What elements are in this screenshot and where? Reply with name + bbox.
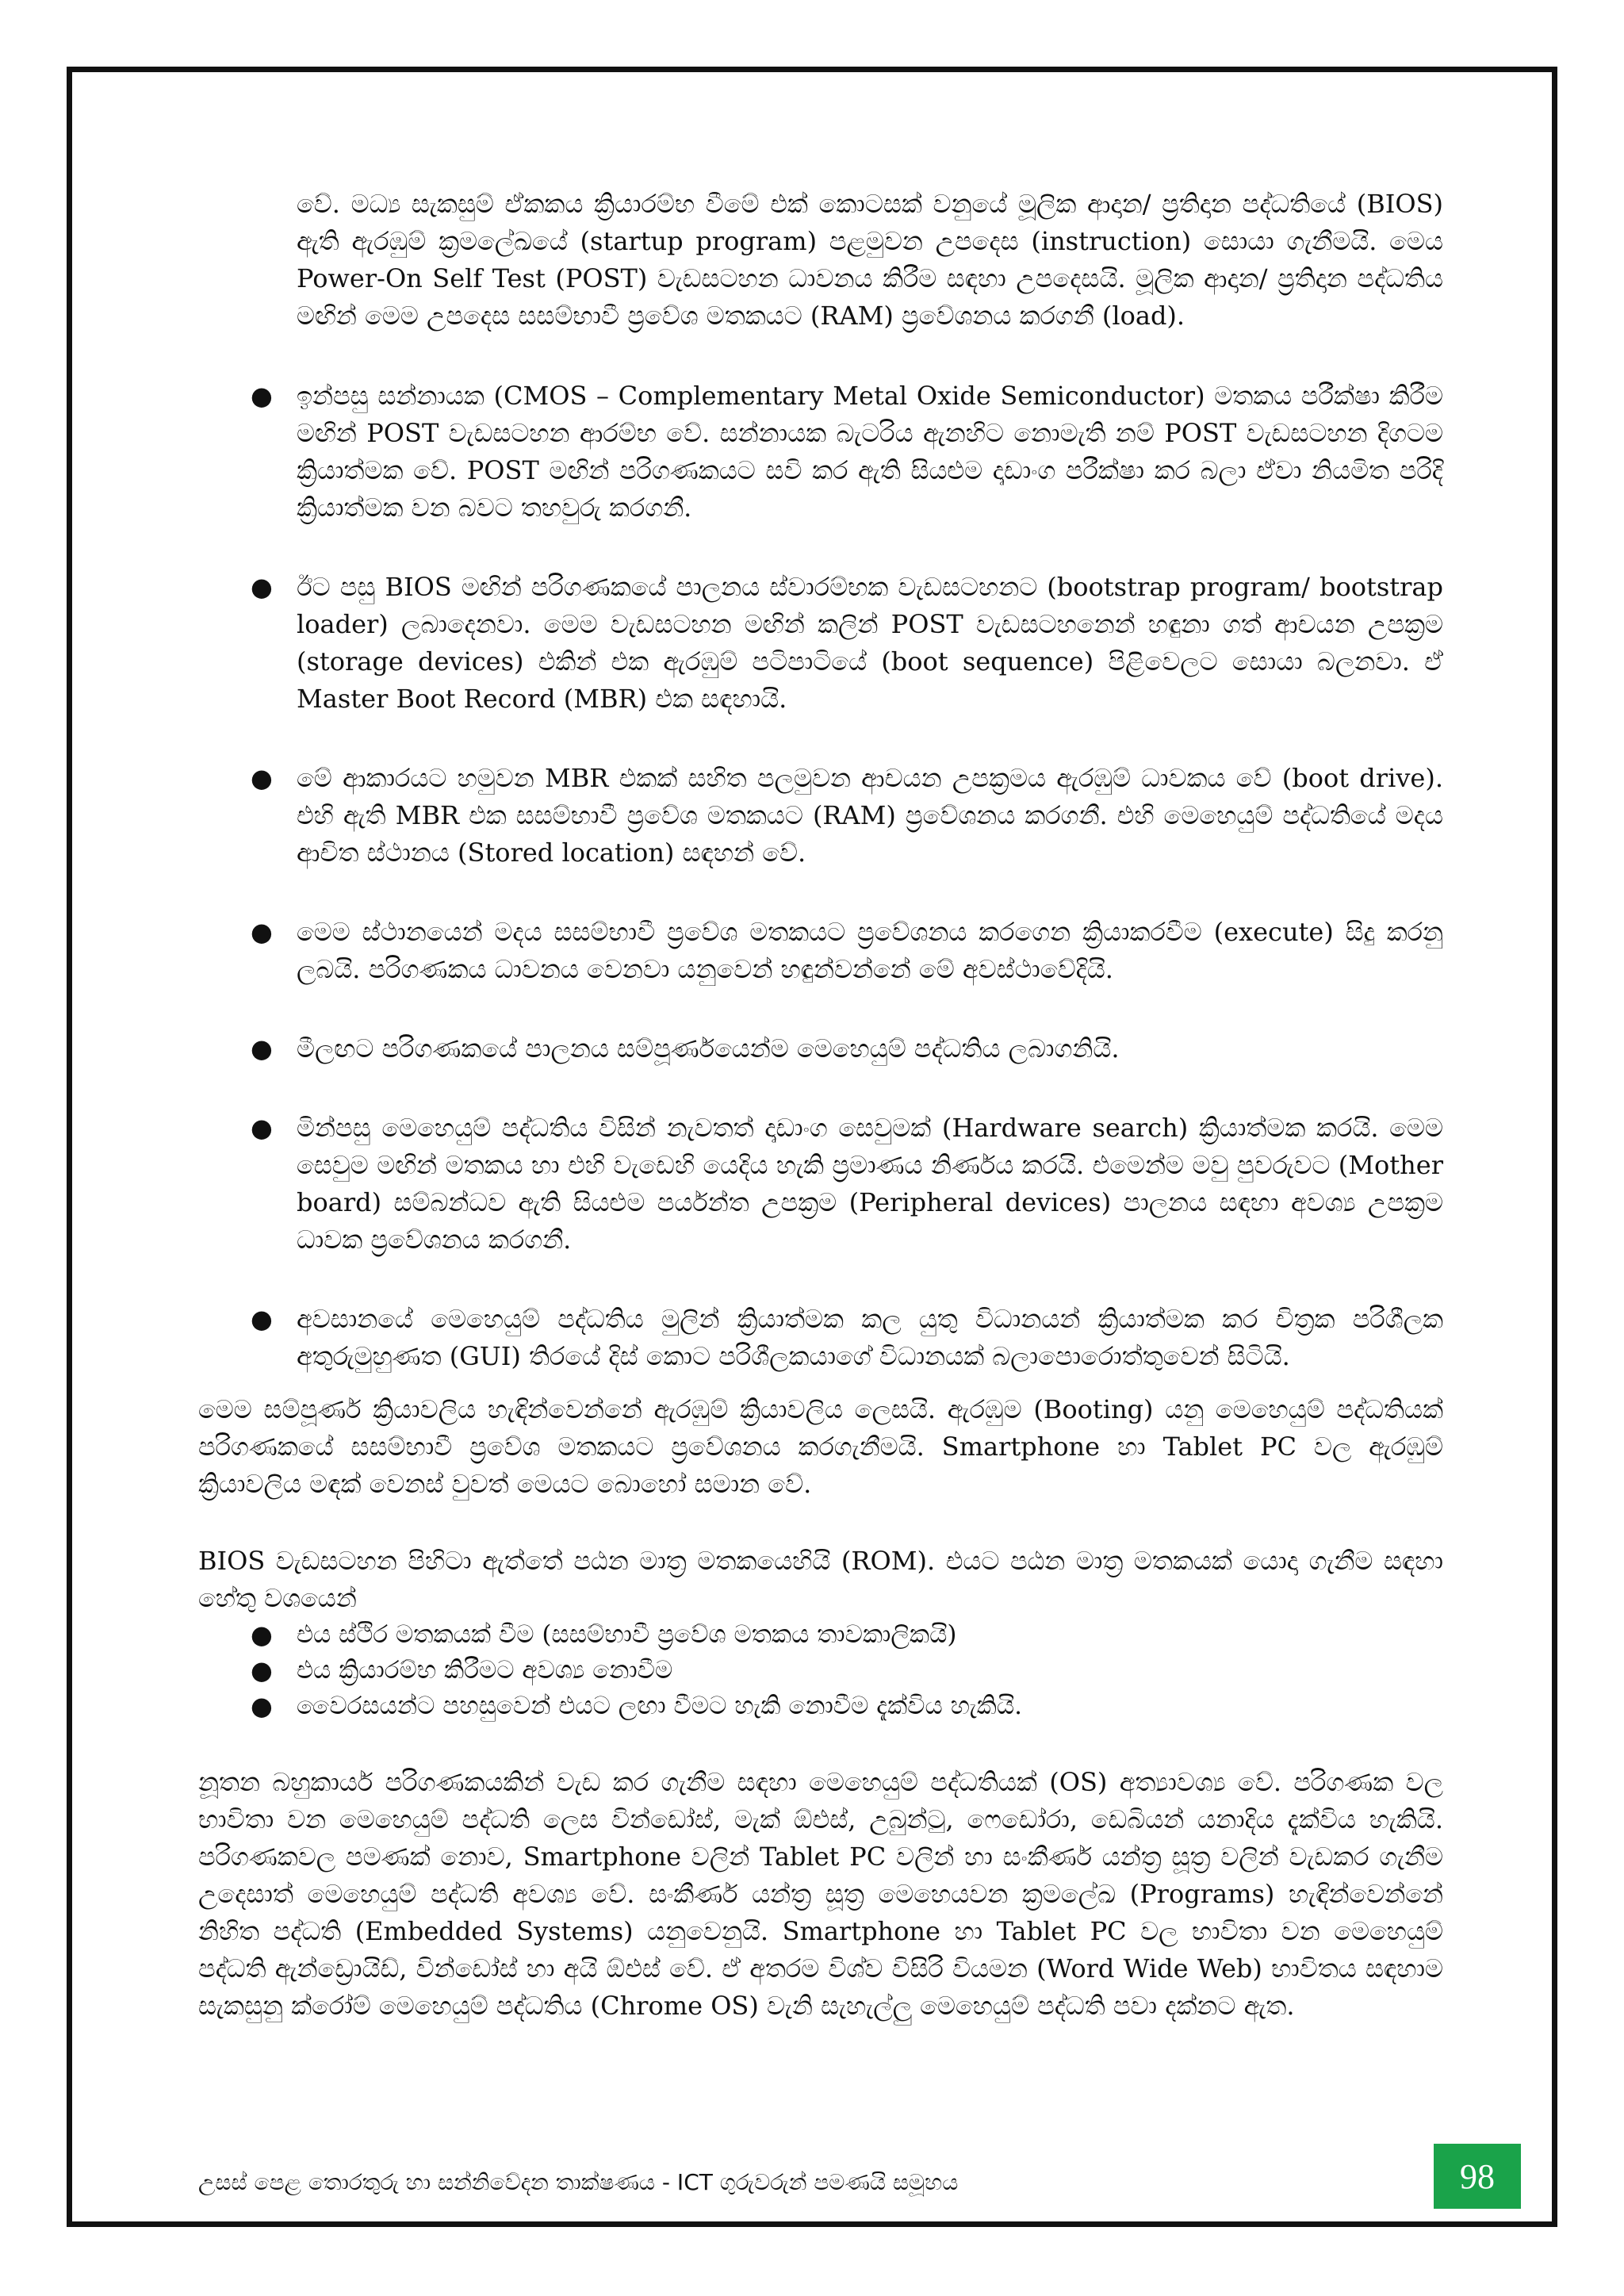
list-item-text: ඉන්පසු සන්නායක (CMOS – Complementary Metal Oxide Semiconductor) මතකය පරීක්ෂා කිරීම මඟින් POST වැඩසටහන ආරම්භ වේ. සන්නායක බැටරිය ඇනහිට නොමැති නම් POST වැඩසටහන දිගටම ක්‍රියාත්මක වේ. POST මඟින් පරිගණකයට සවි කර ඇති සියළුම දෘඩාංග පරීක්ෂා කර බලා ඒවා නියමිත පරිදි ක්‍රියාත්මක වන බවට තහවුරු කරගනී. bbox=[297, 381, 1443, 523]
bullet-icon: ● bbox=[251, 1691, 273, 1721]
boot-steps-list bbox=[198, 378, 1443, 1375]
list-item bbox=[198, 1301, 1443, 1375]
list-item bbox=[198, 914, 1443, 988]
list-item bbox=[198, 1110, 1443, 1259]
list-item-text: මෙම ස්ථානයෙන් මදය සසම්භාවී ප්‍රවේශ මතකයට ප්‍රවේශනය කරගෙන ක්‍රියාකරවීම (execute) සිදු කරනු ලබයි. පරිගණකය ධාවනය වෙනවා යනුවෙන් හඳුන්වන්නේ මේ අවස්ථාවේදියි. bbox=[297, 917, 1443, 984]
page-body bbox=[198, 186, 1443, 2025]
list-item bbox=[198, 1653, 1443, 1688]
bullet-icon: ● bbox=[251, 1304, 273, 1334]
page-number-badge: 98 bbox=[1434, 2144, 1521, 2209]
rom-reasons-list bbox=[198, 1617, 1443, 1724]
bullet-icon: ● bbox=[251, 1655, 273, 1685]
list-item-text: මේ ආකාරයට හමුවන MBR එකක් සහිත පලමුවන ආචයන උපක්‍රමය ඇරඹුම් ධාවකය වේ (boot drive). එහි ඇති MBR එක සසම්භාවී ප්‍රවේශ මතකයට (RAM) ප්‍රවේශනය කරගනී. එහි මෙහෙයුම් පද්ධතියේ මදය ආචිත ස්ථානය (Stored location) සඳහන් වේ. bbox=[297, 763, 1443, 868]
list-item-text: ඊට පසු BIOS මඟින් පරිගණකයේ පාලනය ස්වාරම්භක වැඩසටහනට (bootstrap program/ bootstrap loader) ලබාදෙනවා. මෙම වැඩසටහන මඟින් කලින් POST වැඩසටහනෙන් හඳුනා ගත් ආචයන උපක්‍රම (storage devices) එකින් එක ඇරඹුම් පටිපාටියේ (boot sequence) පිළිවෙලට සොයා බලනවා. ඒ Master Boot Record (MBR) එක සඳහායි. bbox=[297, 572, 1443, 714]
list-item bbox=[198, 378, 1443, 527]
bullet-icon: ● bbox=[251, 1033, 273, 1064]
continued-paragraph: වේ. මධ්‍ය සැකසුම් ඒකකය ක්‍රියාරම්භ වීමේ එක් කොටසක් වනුයේ මූලික ආදාන/ ප්‍රතිදාන පද්ධතියේ (BIOS) ඇති ඇරඹුම් ක්‍රමලේඛයේ (startup program) පළමුවන උපදෙස (instruction) සොයා ගැනීමයි. මෙය Power-On Self Test (POST) වැඩසටහන ධාවනය කිරීම සඳහා උපදෙසයි. මූලික ආදාන/ ප්‍රතිදාන පද්ධතිය මඟින් මෙම උපදෙස සසම්භාවී ප්‍රවේශ මතකයට (RAM) ප්‍රවේශනය කරගනී (load). bbox=[297, 189, 1443, 331]
bullet-icon: ● bbox=[251, 572, 273, 602]
bullet-icon: ● bbox=[251, 1619, 273, 1650]
booting-paragraph: මෙම සම්පූර්ණ ක්‍රියාවලිය හැඳින්වෙන්නේ ඇරඹුම් ක්‍රියාවලිය ලෙසයි. ඇරඹුම (Booting) යනු මෙහෙයුම් පද්ධතියක් පරිගණකයේ සසම්භාවී ප්‍රවේශ මතකයට ප්‍රවේශනය කරගැනීමයි. Smartphone හා Tablet PC වල ඇරඹුම් ක්‍රියාවලිය මඳක් වෙනස් වුවත් මෙයට බොහෝ සමාන වේ. bbox=[198, 1394, 1443, 1499]
os-paragraph: නූතන බහුකාර්ය පරිගණකයකින් වැඩ කර ගැනීම සඳහා මෙහෙයුම් පද්ධතියක් (OS) අත්‍යාවශ්‍ය වේ. පරිගණක වල භාවිතා වන මෙහෙයුම් පද්ධති ලෙස වින්ඩෝස්, මැක් ඕඑස්, උබුන්ටු, ෆෙඩෝරා, ඩෙබියන් යනාදිය දැක්විය හැකියි. පරිගණකවල පමණක් නොව, Smartphone වලින් Tablet PC වලින් හා සංකීර්ණ යන්ත්‍ර සූත්‍ර වලින් වැඩකර ගැනීම උදෙසාත් මෙහෙයුම් පද්ධති අවශ්‍ය වේ. සංකීර්ණ යන්ත්‍ර සූත්‍ර මෙහෙයවන ක්‍රමලේඛ (Programs) හැඳින්වෙන්නේ නිහිත පද්ධති (Embedded Systems) යනුවෙනුයි. Smartphone හා Tablet PC වල භාවිතා වන මෙහෙයුම් පද්ධති ඇන්ඩ්‍රොයිඩ්, වින්ඩෝස් හා අයි ඕඑස් වේ. ඒ අතරම විශ්ව විසිරි වියමන (Word Wide Web) භාවිතය සඳහාම සැකසුනු ක්රෝම් මෙහෙයුම් පද්ධතිය (Chrome OS) වැනි සැහැල්ලු මෙහෙයුම් පද්ධති පවා දක්නට ඇත. bbox=[198, 1767, 1443, 2021]
footer-caption: උසස් පෙළ තොරතුරු හා සන්නිවේදන තාක්ෂණය - ICT ගුරුවරුන් පමණයි සමූහය bbox=[198, 2169, 959, 2195]
bullet-icon: ● bbox=[251, 1113, 273, 1143]
list-item bbox=[198, 1617, 1443, 1653]
bullet-icon: ● bbox=[251, 381, 273, 411]
list-item bbox=[198, 760, 1443, 872]
list-item bbox=[198, 1030, 1443, 1068]
list-item-text: අවසානයේ මෙහෙයුම් පද්ධතිය මුලින් ක්‍රියාත්මක කල යුතු විධානයන් ක්‍රියාත්මක කර චිත්‍රක පරිශීලක අතුරුමුහුණත (GUI) තිරයේ දිස් කොට පරිශීලකයාගේ විධානයක් බලාපොරොත්තුවෙන් සිටියි. bbox=[297, 1304, 1443, 1371]
list-item-text: එය ක්‍රියාරම්භ කිරීමට අවශ්‍ය නොවීම bbox=[297, 1656, 673, 1685]
list-item bbox=[198, 1688, 1443, 1724]
list-item-text: මීලඟට පරිගණකයේ පාලනය සම්පූර්ණයෙන්ම මෙහෙයුම් පද්ධතිය ලබාගනියි. bbox=[297, 1033, 1120, 1064]
list-item-text: එය ස්ථිර මතකයක් වීම (සසම්භාවී ප්‍රවේශ මතකය තාවකාලිකයි) bbox=[297, 1620, 957, 1649]
list-item bbox=[198, 569, 1443, 718]
list-item-text: වෛරසයන්ට පහසුවෙන් එයට ලඟා වීමට හැකි නොවීම දැක්විය හැකියි. bbox=[297, 1692, 1022, 1720]
bios-paragraph: BIOS වැඩසටහන පිහිටා ඇත්තේ පඨන මාත්‍ර මතකයෙහියි (ROM). එයට පඨන මාත්‍ර මතකයක් යොදා ගැනීම සඳහා හේතු වශයෙන් bbox=[198, 1546, 1443, 1613]
list-item-text: මින්පසු මෙහෙයුම් පද්ධතිය විසින් නැවතත් දෘඩාංග සෙවුමක් (Hardware search) ක්‍රියාත්මක කරයි. මෙම සෙවුම මඟින් මතකය හා එහි වැඩෙහි යෙදිය හැකි ප්‍රමාණය නිර්ණය කරයි. එමෙන්ම මවු පුවරුවට (Mother board) සම්බන්ධව ඇති සියළුම පර්යන්ත උපක්‍රම (Peripheral devices) පාලනය සඳහා අවශ්‍ය උපක්‍රම ධාවක ප්‍රවේශනය කරගනී. bbox=[297, 1113, 1443, 1255]
bullet-icon: ● bbox=[251, 917, 273, 947]
bullet-icon: ● bbox=[251, 763, 273, 793]
